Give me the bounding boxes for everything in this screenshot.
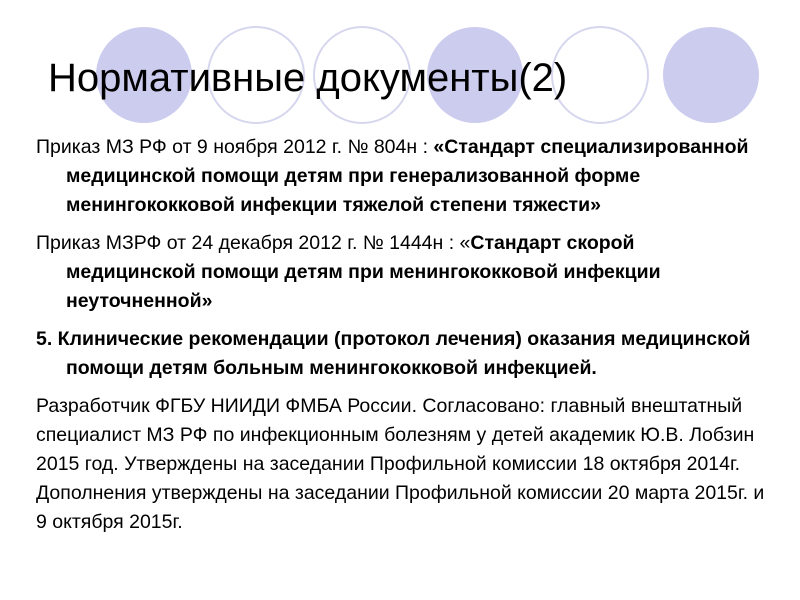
order-804n-text: Приказ МЗ РФ от 9 ноября 2012 г. № 804н :: [36, 136, 434, 158]
order-804n-standard-title: «Стандарт специализированной медицинской помощи детям при генерализованной форме менингококковой инфекции тяжелой степени тяжести»: [66, 136, 749, 216]
slide-body: [36, 133, 766, 546]
order-1444n-standard-title: Стандарт скорой медицинской помощи детям при менингококковой инфекции неуточненной»: [66, 232, 661, 312]
order-1444n-text: Приказ МЗРФ от 24 декабря 2012 г. № 1444н : «: [36, 232, 471, 254]
order-804n-paragraph: [36, 133, 766, 220]
decorative-circle-6: [663, 27, 759, 123]
clinical-guidelines-paragraph: 5. Клинические рекомендации (протокол лечения) оказания медицинской помощи детям больным менингококковой инфекцией.: [36, 328, 751, 379]
slide-title: Нормативные документы(2): [48, 56, 568, 100]
developer-info-paragraph: Разработчик ФГБУ НИИДИ ФМБА России. Согласовано: главный внештатный специалист МЗ РФ по инфекционным болезням у детей академик Ю.В. Лобзин 2015 год. Утверждены на заседании Профильной комиссии 18 октября 2014г. Дополнения утверждены на заседании Профильной комиссии 20 марта 2015г. и 9 октября 2015г.: [36, 395, 765, 533]
order-1444n-paragraph: [36, 229, 766, 316]
